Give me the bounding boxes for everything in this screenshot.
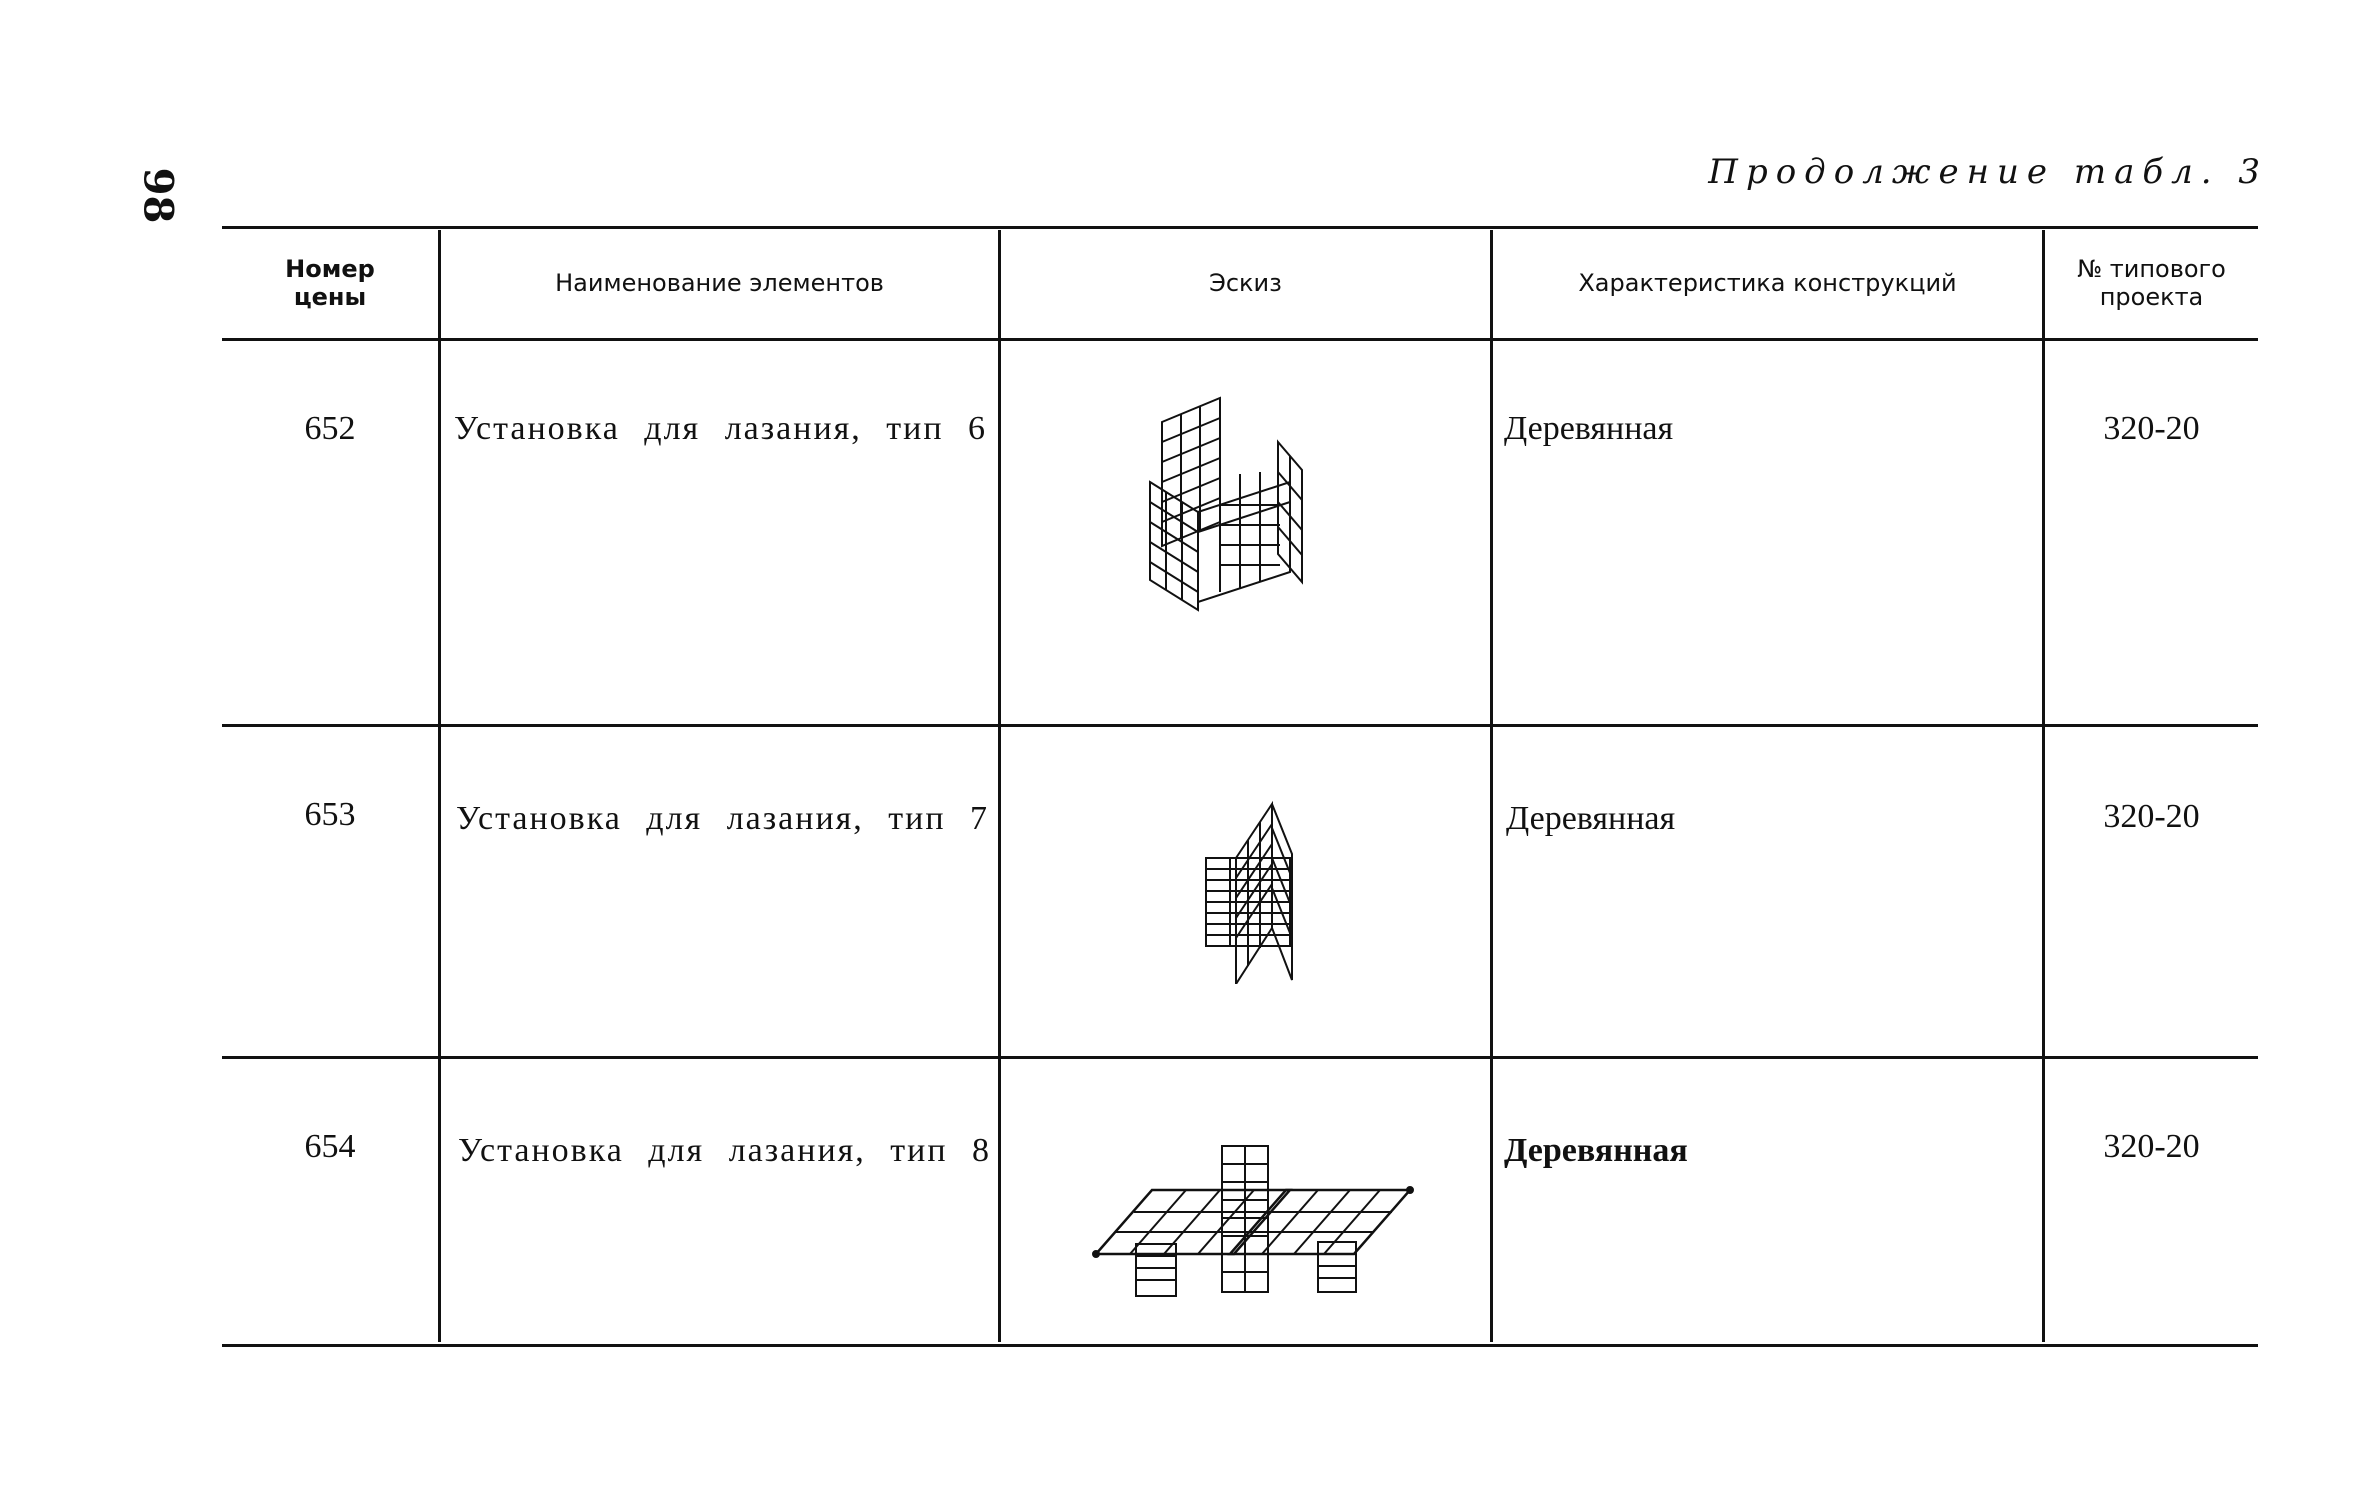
table-row-1-characteristic: Деревянная bbox=[1504, 410, 1674, 447]
table-row-1-element-name: Установка для лазания, тип 6 bbox=[454, 410, 988, 447]
table-row-2-price-number: 653 bbox=[304, 796, 356, 833]
climbing-frame-type-8-sketch-icon bbox=[1090, 1142, 1420, 1302]
table-row-1-price-number: 652 bbox=[304, 410, 356, 447]
table-row-1-project-number: 320-20 bbox=[2103, 410, 2200, 447]
header-sketch: Эскиз bbox=[1209, 269, 1282, 297]
header-characteristic: Характеристика конструкций bbox=[1578, 269, 1957, 297]
column-divider-3 bbox=[1490, 230, 1493, 1342]
header-price-number: Номер цены bbox=[285, 255, 375, 311]
climbing-frame-type-6-sketch-icon bbox=[1140, 392, 1310, 612]
header-bottom-rule bbox=[222, 338, 2258, 341]
table-row-3-element-name: Установка для лазания, тип 8 bbox=[458, 1132, 992, 1169]
column-divider-2 bbox=[998, 230, 1001, 1342]
page-number: 98 bbox=[134, 167, 182, 224]
table-row-2-project-number: 320-20 bbox=[2103, 798, 2200, 835]
table-row-2-characteristic: Деревянная bbox=[1506, 800, 1676, 837]
continuation-label: Продолжение табл. 3 bbox=[1708, 152, 2268, 192]
row-divider-1 bbox=[222, 724, 2258, 727]
header-project-number: № типового проекта bbox=[2077, 255, 2226, 311]
column-divider-1 bbox=[438, 230, 441, 1342]
climbing-frame-type-7-sketch-icon bbox=[1200, 798, 1300, 984]
column-divider-4 bbox=[2042, 230, 2045, 1342]
row-divider-2 bbox=[222, 1056, 2258, 1059]
header-element-name: Наименование элементов bbox=[555, 269, 884, 297]
table-row-3-characteristic: Деревянная bbox=[1504, 1132, 1688, 1169]
table-top-rule bbox=[222, 226, 2258, 229]
table-row-3-project-number: 320-20 bbox=[2103, 1128, 2200, 1165]
table-bottom-rule bbox=[222, 1344, 2258, 1347]
table-row-2-element-name: Установка для лазания, тип 7 bbox=[456, 800, 990, 837]
table-row-3-price-number: 654 bbox=[304, 1128, 356, 1165]
